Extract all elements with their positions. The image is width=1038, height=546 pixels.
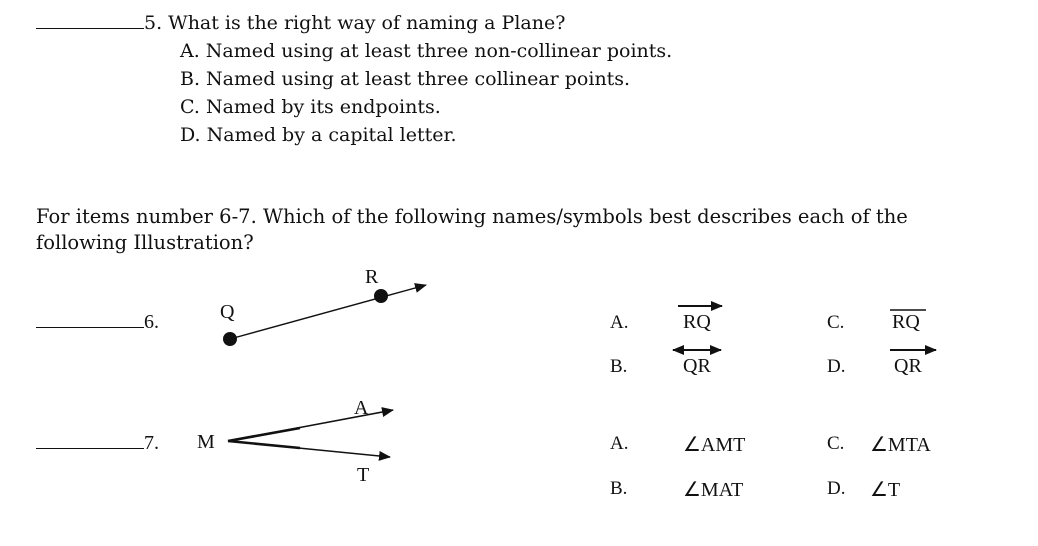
question-5-text: 5. What is the right way of naming a Plane? (144, 12, 566, 34)
q5-option-a: A. Named using at least three non-collinear points. (180, 40, 673, 62)
q7-choice-c-text: ∠MTA (870, 434, 931, 456)
question-6-number: 6. (144, 311, 159, 333)
label-t: T (357, 464, 370, 486)
question-7-row (36, 432, 159, 455)
q7-choice-c-letter: C. (827, 433, 845, 454)
q6-choice-c-letter: C. (827, 312, 845, 333)
point-q-dot (223, 332, 237, 346)
q7-choice-a-text: ∠AMT (683, 434, 746, 456)
point-r-dot (374, 289, 388, 303)
answer-blank-7[interactable] (36, 432, 144, 449)
instruction-line-1: For items number 6-7. Which of the following names/symbols best describes each of the (36, 205, 908, 228)
instruction-line-2: following Illustration? (36, 231, 254, 254)
q6-choice-b-letter: B. (610, 356, 628, 377)
question-7-number: 7. (144, 432, 159, 454)
q5-option-d: D. Named by a capital letter. (180, 124, 457, 146)
q6-choice-c-text: RQ (892, 311, 920, 333)
label-a: A (354, 397, 369, 419)
ray-qr-line (230, 285, 426, 339)
q6-choice-d-letter: D. (827, 356, 846, 377)
q6-choice-a-letter: A. (610, 312, 629, 333)
q7-choice-d-text: ∠T (870, 479, 901, 501)
q5-option-c: C. Named by its endpoints. (180, 96, 441, 118)
label-m: M (197, 431, 215, 453)
label-r: R (365, 266, 379, 288)
vertex-thick-top (228, 428, 300, 441)
q6-choice-b-text: QR (683, 355, 711, 377)
q6-choice-a-text: RQ (683, 311, 711, 333)
q7-choice-b-text: ∠MAT (683, 479, 744, 501)
q6-choice-d-text: QR (894, 355, 922, 377)
q5-option-b: B. Named using at least three collinear points. (180, 68, 631, 90)
q7-choice-d-letter: D. (827, 478, 846, 499)
q7-choice-a-letter: A. (610, 433, 629, 454)
label-q: Q (220, 301, 235, 323)
q7-choice-b-letter: B. (610, 478, 628, 499)
vertex-thick-bottom (228, 441, 300, 448)
